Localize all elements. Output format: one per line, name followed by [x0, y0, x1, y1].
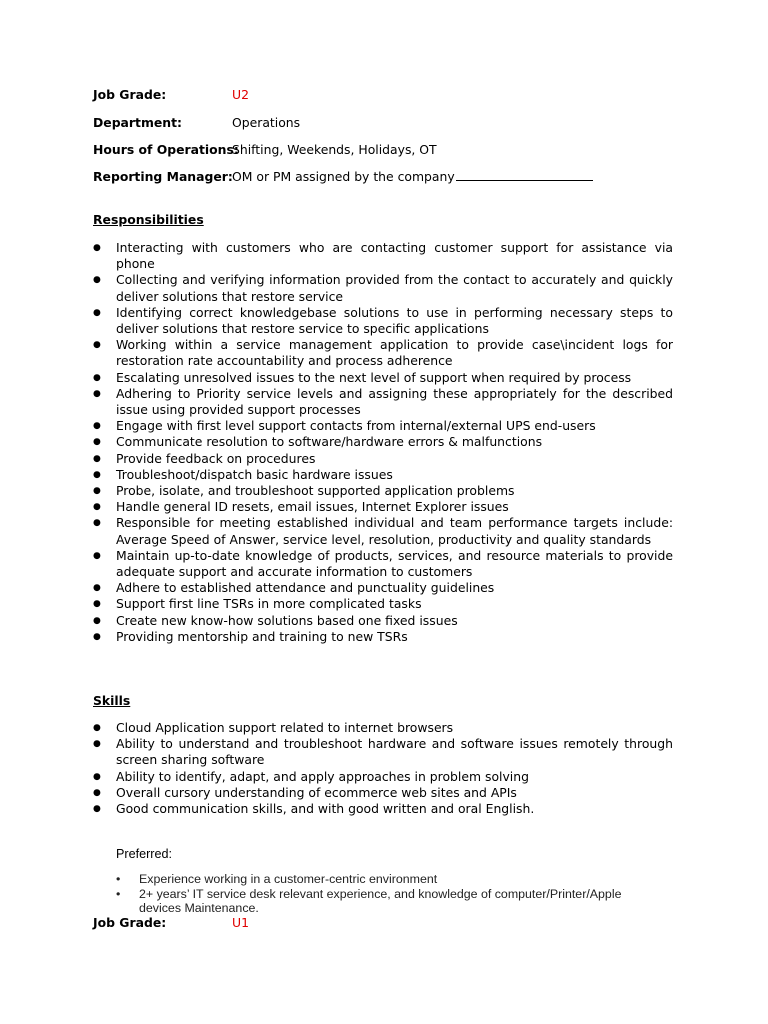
responsibility-item: ● Collecting and verifying information provided from the contact to accurately and quickly deliver solutions that restore service	[93, 272, 673, 304]
responsibility-item: ● Engage with first level support contacts from internal/external UPS end-users	[93, 418, 673, 434]
preferred-label: Preferred:	[116, 847, 172, 861]
footer-job-grade-label: Job Grade:	[93, 915, 167, 930]
hours-value: Shifting, Weekends, Holidays, OT	[232, 142, 437, 157]
responsibility-item: ● Escalating unresolved issues to the next level of support when required by process	[93, 370, 673, 386]
responsibility-item: ● Providing mentorship and training to new TSRs	[93, 629, 673, 645]
responsibility-item: ● Maintain up-to-date knowledge of products, services, and resource materials to provide adequate support and accurate information to customers	[93, 548, 673, 580]
responsibility-item: ● Adhere to established attendance and punctuality guidelines	[93, 580, 673, 596]
skills-heading: Skills	[93, 693, 131, 708]
skill-item: ● Cloud Application support related to internet browsers	[93, 720, 673, 736]
preferred-item: • 2+ years’ IT service desk relevant experience, and knowledge of computer/Printer/Apple devices Maintenance.	[116, 887, 656, 916]
preferred-item: • Experience working in a customer-centric environment	[116, 872, 656, 887]
responsibilities-list	[93, 240, 673, 645]
responsibility-item: ● Communicate resolution to software/hardware errors & malfunctions	[93, 434, 673, 450]
responsibility-item: ● Working within a service management application to provide case\incident logs for restoration rate accountability and process adherence	[93, 337, 673, 369]
responsibility-item: ● Provide feedback on procedures	[93, 451, 673, 467]
responsibilities-heading: Responsibilities	[93, 212, 204, 227]
responsibility-item: ● Adhering to Priority service levels and assigning these appropriately for the described issue using provided support processes	[93, 386, 673, 418]
skill-item: ● Good communication skills, and with good written and oral English.	[93, 801, 673, 817]
skills-list	[93, 720, 673, 817]
responsibility-item: ● Interacting with customers who are contacting customer support for assistance via phone	[93, 240, 673, 272]
job-grade-value: U2	[232, 87, 249, 102]
responsibility-item: ● Responsible for meeting established individual and team performance targets include: Average Speed of Answer, service level, resolution, productivity and quality standards	[93, 515, 673, 547]
skill-item: ● Overall cursory understanding of ecommerce web sites and APIs	[93, 785, 673, 801]
responsibility-item: ● Identifying correct knowledgebase solutions to use in performing necessary steps to deliver solutions that restore service to specific applications	[93, 305, 673, 337]
hours-label: Hours of Operations:	[93, 142, 239, 157]
skill-item: ● Ability to identify, adapt, and apply approaches in problem solving	[93, 769, 673, 785]
department-value: Operations	[232, 115, 301, 130]
reporting-manager-value: OM or PM assigned by the company	[232, 169, 455, 184]
skill-item: ● Ability to understand and troubleshoot hardware and software issues remotely through screen sharing software	[93, 736, 673, 768]
responsibility-item: ● Handle general ID resets, email issues, Internet Explorer issues	[93, 499, 673, 515]
reporting-manager-label: Reporting Manager:	[93, 169, 233, 184]
responsibility-item: ● Support first line TSRs in more complicated tasks	[93, 596, 673, 612]
responsibility-item: ● Probe, isolate, and troubleshoot supported application problems	[93, 483, 673, 499]
responsibility-item: ● Troubleshoot/dispatch basic hardware issues	[93, 467, 673, 483]
footer-job-grade-value: U1	[232, 915, 249, 930]
responsibility-item: ● Create new know-how solutions based one fixed issues	[93, 613, 673, 629]
preferred-list	[116, 872, 656, 916]
department-label: Department:	[93, 115, 182, 130]
job-grade-label: Job Grade:	[93, 87, 167, 102]
reporting-manager-value-wrap	[232, 168, 593, 186]
signature-line	[456, 168, 593, 181]
